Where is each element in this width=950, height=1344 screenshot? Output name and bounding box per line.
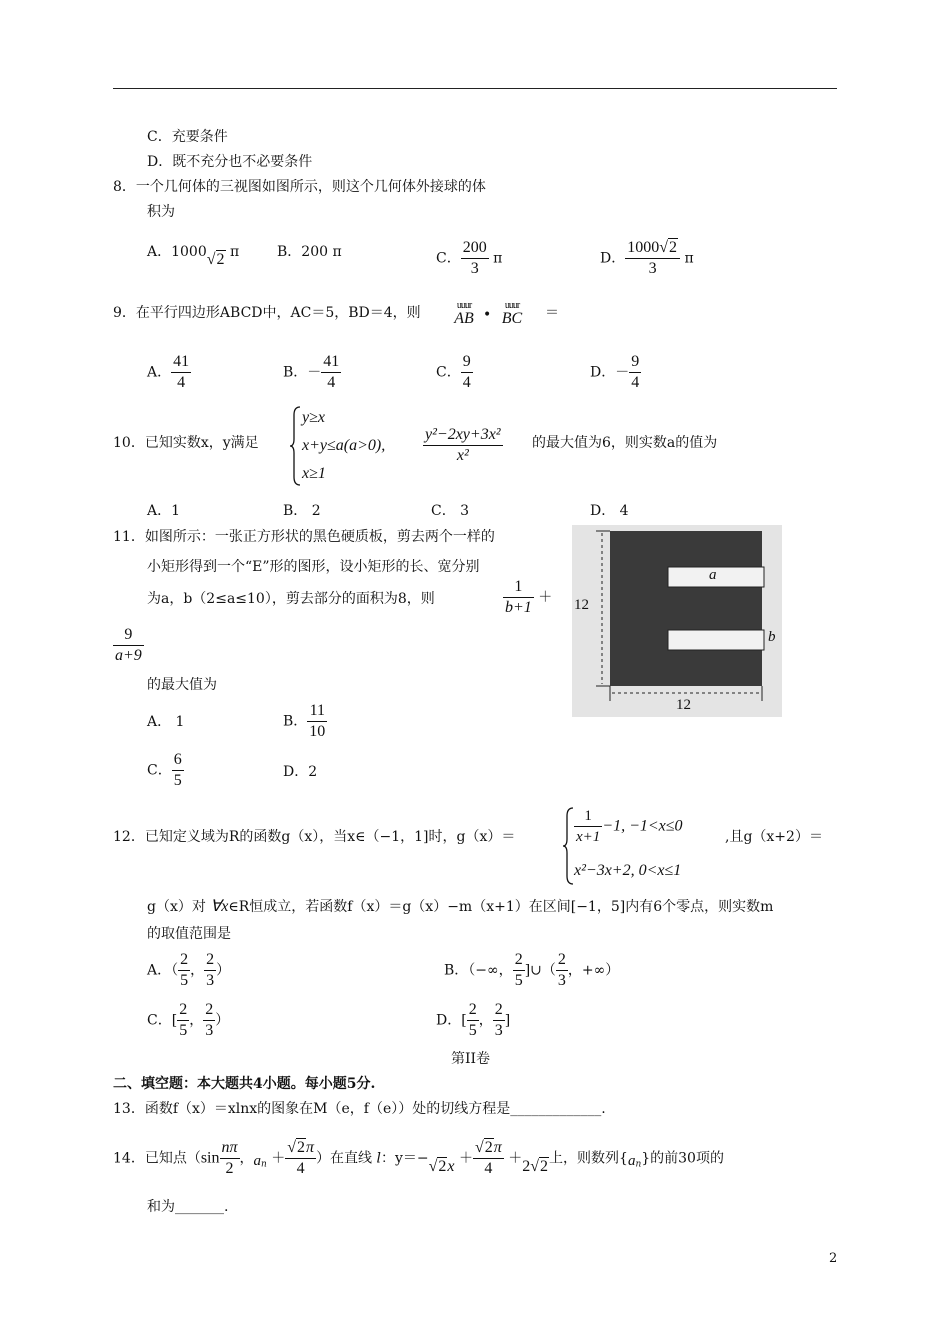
q12-stem-post: ,且g（x+2）＝ bbox=[725, 829, 823, 845]
q12-option-a: A．（ $\frac{2}{5}$ ， $\frac{2}{3}$ ） bbox=[147, 951, 231, 989]
q10-stem-post: 的最大值为6，则实数a的值为 bbox=[532, 435, 718, 451]
q11-e-shape-figure bbox=[572, 525, 782, 717]
q8-option-c: C． $\frac{200}{3}$ π bbox=[436, 239, 503, 277]
q13-answer-blank: _____________ bbox=[510, 1101, 602, 1117]
q8-option-a-label: A．1000 bbox=[147, 244, 207, 260]
q7-option-d: D．既不充分也不必要条件 bbox=[147, 154, 313, 170]
q8-option-b: B．200 π bbox=[277, 244, 342, 260]
q12-case-2: x²−3x+2, 0<x≤1 bbox=[574, 862, 682, 879]
q9-option-a: A． $\frac{41}{4}$ bbox=[147, 353, 190, 391]
q9-stem: 9．在平行四边形ABCD中，AC＝5，BD＝4，则 bbox=[113, 305, 421, 321]
q11-line-3: 为a，b（2≤a≤10），剪去部分的面积为8，则 bbox=[147, 591, 435, 607]
q12-option-d: D．[ $\frac{2}{5}$ ， $\frac{2}{3}$ ] bbox=[436, 1001, 511, 1039]
q10-option-b: B． 2 bbox=[283, 503, 321, 519]
q11-option-d: D．2 bbox=[283, 764, 318, 780]
q11-fraction-2: $\frac{9}{a+9}$ bbox=[115, 626, 142, 664]
q9-equals: ＝ bbox=[545, 305, 559, 321]
q10-system-line-1: y≥x bbox=[302, 409, 325, 426]
q10-option-c: C． 3 bbox=[431, 503, 470, 519]
q10-system-line-2: x+y≤a(a>0), bbox=[302, 437, 386, 454]
q12-piecewise-brace bbox=[561, 806, 575, 886]
q8-stem-2: 积为 bbox=[147, 204, 175, 220]
q10-option-d: D． 4 bbox=[590, 503, 629, 519]
q11-figure-label-a: a bbox=[709, 567, 717, 583]
q8-stem: 8．一个几何体的三视图如图所示，则这个几何体外接球的体 bbox=[113, 179, 486, 195]
q12-line-2: g（x）对 ∀x∈R恒成立，若函数f（x）＝g（x）−m（x+1）在区间[−1，5]内有6个零点，则实数m bbox=[147, 898, 774, 915]
q9-vector-bc: uuur BC bbox=[501, 300, 523, 327]
q12-option-b: B．（−∞， $\frac{2}{5}$ ]∪（ $\frac{2}{3}$ ，+∞） bbox=[444, 951, 620, 989]
q8-option-d-fraction: $\frac{1000√2}{3}$ bbox=[625, 238, 680, 279]
q9-vector-ab: uuur AB bbox=[454, 300, 474, 327]
q10-system-line-3: x≥1 bbox=[302, 465, 326, 482]
q14-answer-blank: _______ bbox=[175, 1199, 224, 1215]
q11-line-4: 的最大值为 bbox=[147, 677, 217, 693]
q10-system-brace bbox=[288, 405, 302, 487]
q9-option-d: D．－ $\frac{9}{4}$ bbox=[590, 353, 640, 391]
q8-option-d: D． $\frac{1000√2}{3}$ π bbox=[600, 239, 694, 277]
q10-fraction: $\frac{\text{y²−2xy+3x²}}{\text{x²}}$ bbox=[425, 426, 501, 464]
q11-option-c: C． $\frac{6}{5}$ bbox=[147, 751, 182, 789]
page-number: 2 bbox=[829, 1251, 838, 1266]
q12-stem: 12．已知定义域为R的函数g（x），当x∈（−1，1]时，g（x）＝ bbox=[113, 829, 516, 845]
q10-stem: 10．已知实数x，y满足 bbox=[113, 435, 259, 451]
q11-option-b: B． $\frac{11}{10}$ bbox=[283, 702, 326, 740]
q9-option-c: C． $\frac{9}{4}$ bbox=[436, 353, 471, 391]
q11-figure-side-bottom: 12 bbox=[676, 697, 691, 713]
q14-line-1: 14．已知点（sin $\frac{n\pi}{2}$ ，$a_n$ ＋ $\frac{√2\pi}{4}$ ）在直线 l：y＝−√2x ＋ $\frac{√2\pi}{4}$ ＋2√2上，则数列$\{a_n\}$的前30项的 bbox=[113, 1139, 724, 1177]
q11-line-1: 11．如图所示：一张正方形状的黑色硬质板，剪去两个一样的 bbox=[113, 529, 495, 545]
q11-option-a: A． 1 bbox=[147, 714, 185, 730]
section-heading: 二、填空题：本大题共4小题。每小题5分. bbox=[113, 1076, 376, 1092]
q7-option-c: C．充要条件 bbox=[147, 129, 228, 145]
q8-option-a: A．1000√2 π bbox=[147, 244, 240, 268]
q12-line-3: 的取值范围是 bbox=[147, 926, 231, 942]
q12-forall: ∀x bbox=[210, 898, 229, 915]
q14-line-2: 和为_______. bbox=[147, 1199, 229, 1215]
volume-title: 第II卷 bbox=[451, 1051, 491, 1067]
q8-option-c-fraction: $\frac{200}{3}$ bbox=[462, 239, 487, 277]
header-rule bbox=[113, 88, 837, 89]
q8-option-a-sqrt: √2 bbox=[206, 251, 225, 268]
q13-text: 13．函数f（x）＝xlnx的图象在M（e，f（e））处的切线方程是_____________. bbox=[113, 1101, 606, 1117]
q12-option-c: C．[ $\frac{2}{5}$ ， $\frac{2}{3}$ ） bbox=[147, 1001, 230, 1039]
q11-figure-label-b: b bbox=[768, 629, 776, 645]
q10-option-a: A．1 bbox=[147, 503, 181, 519]
q11-line-2: 小矩形得到一个“E”形的图形，设小矩形的长、宽分别 bbox=[147, 559, 480, 575]
q11-plus: ＋ bbox=[538, 589, 553, 606]
q12-case-1: $\frac{1}{x+1}$ −1, −1<x≤0 bbox=[576, 808, 683, 845]
q11-figure-side-left: 12 bbox=[574, 597, 589, 613]
q9-option-b: B．－ $\frac{41}{4}$ bbox=[283, 353, 340, 391]
q11-fraction-1: $\frac{1}{b+1}$ ＋ bbox=[505, 578, 553, 616]
q9-dot: • bbox=[483, 307, 492, 323]
q14-a-n: a bbox=[253, 1152, 262, 1169]
